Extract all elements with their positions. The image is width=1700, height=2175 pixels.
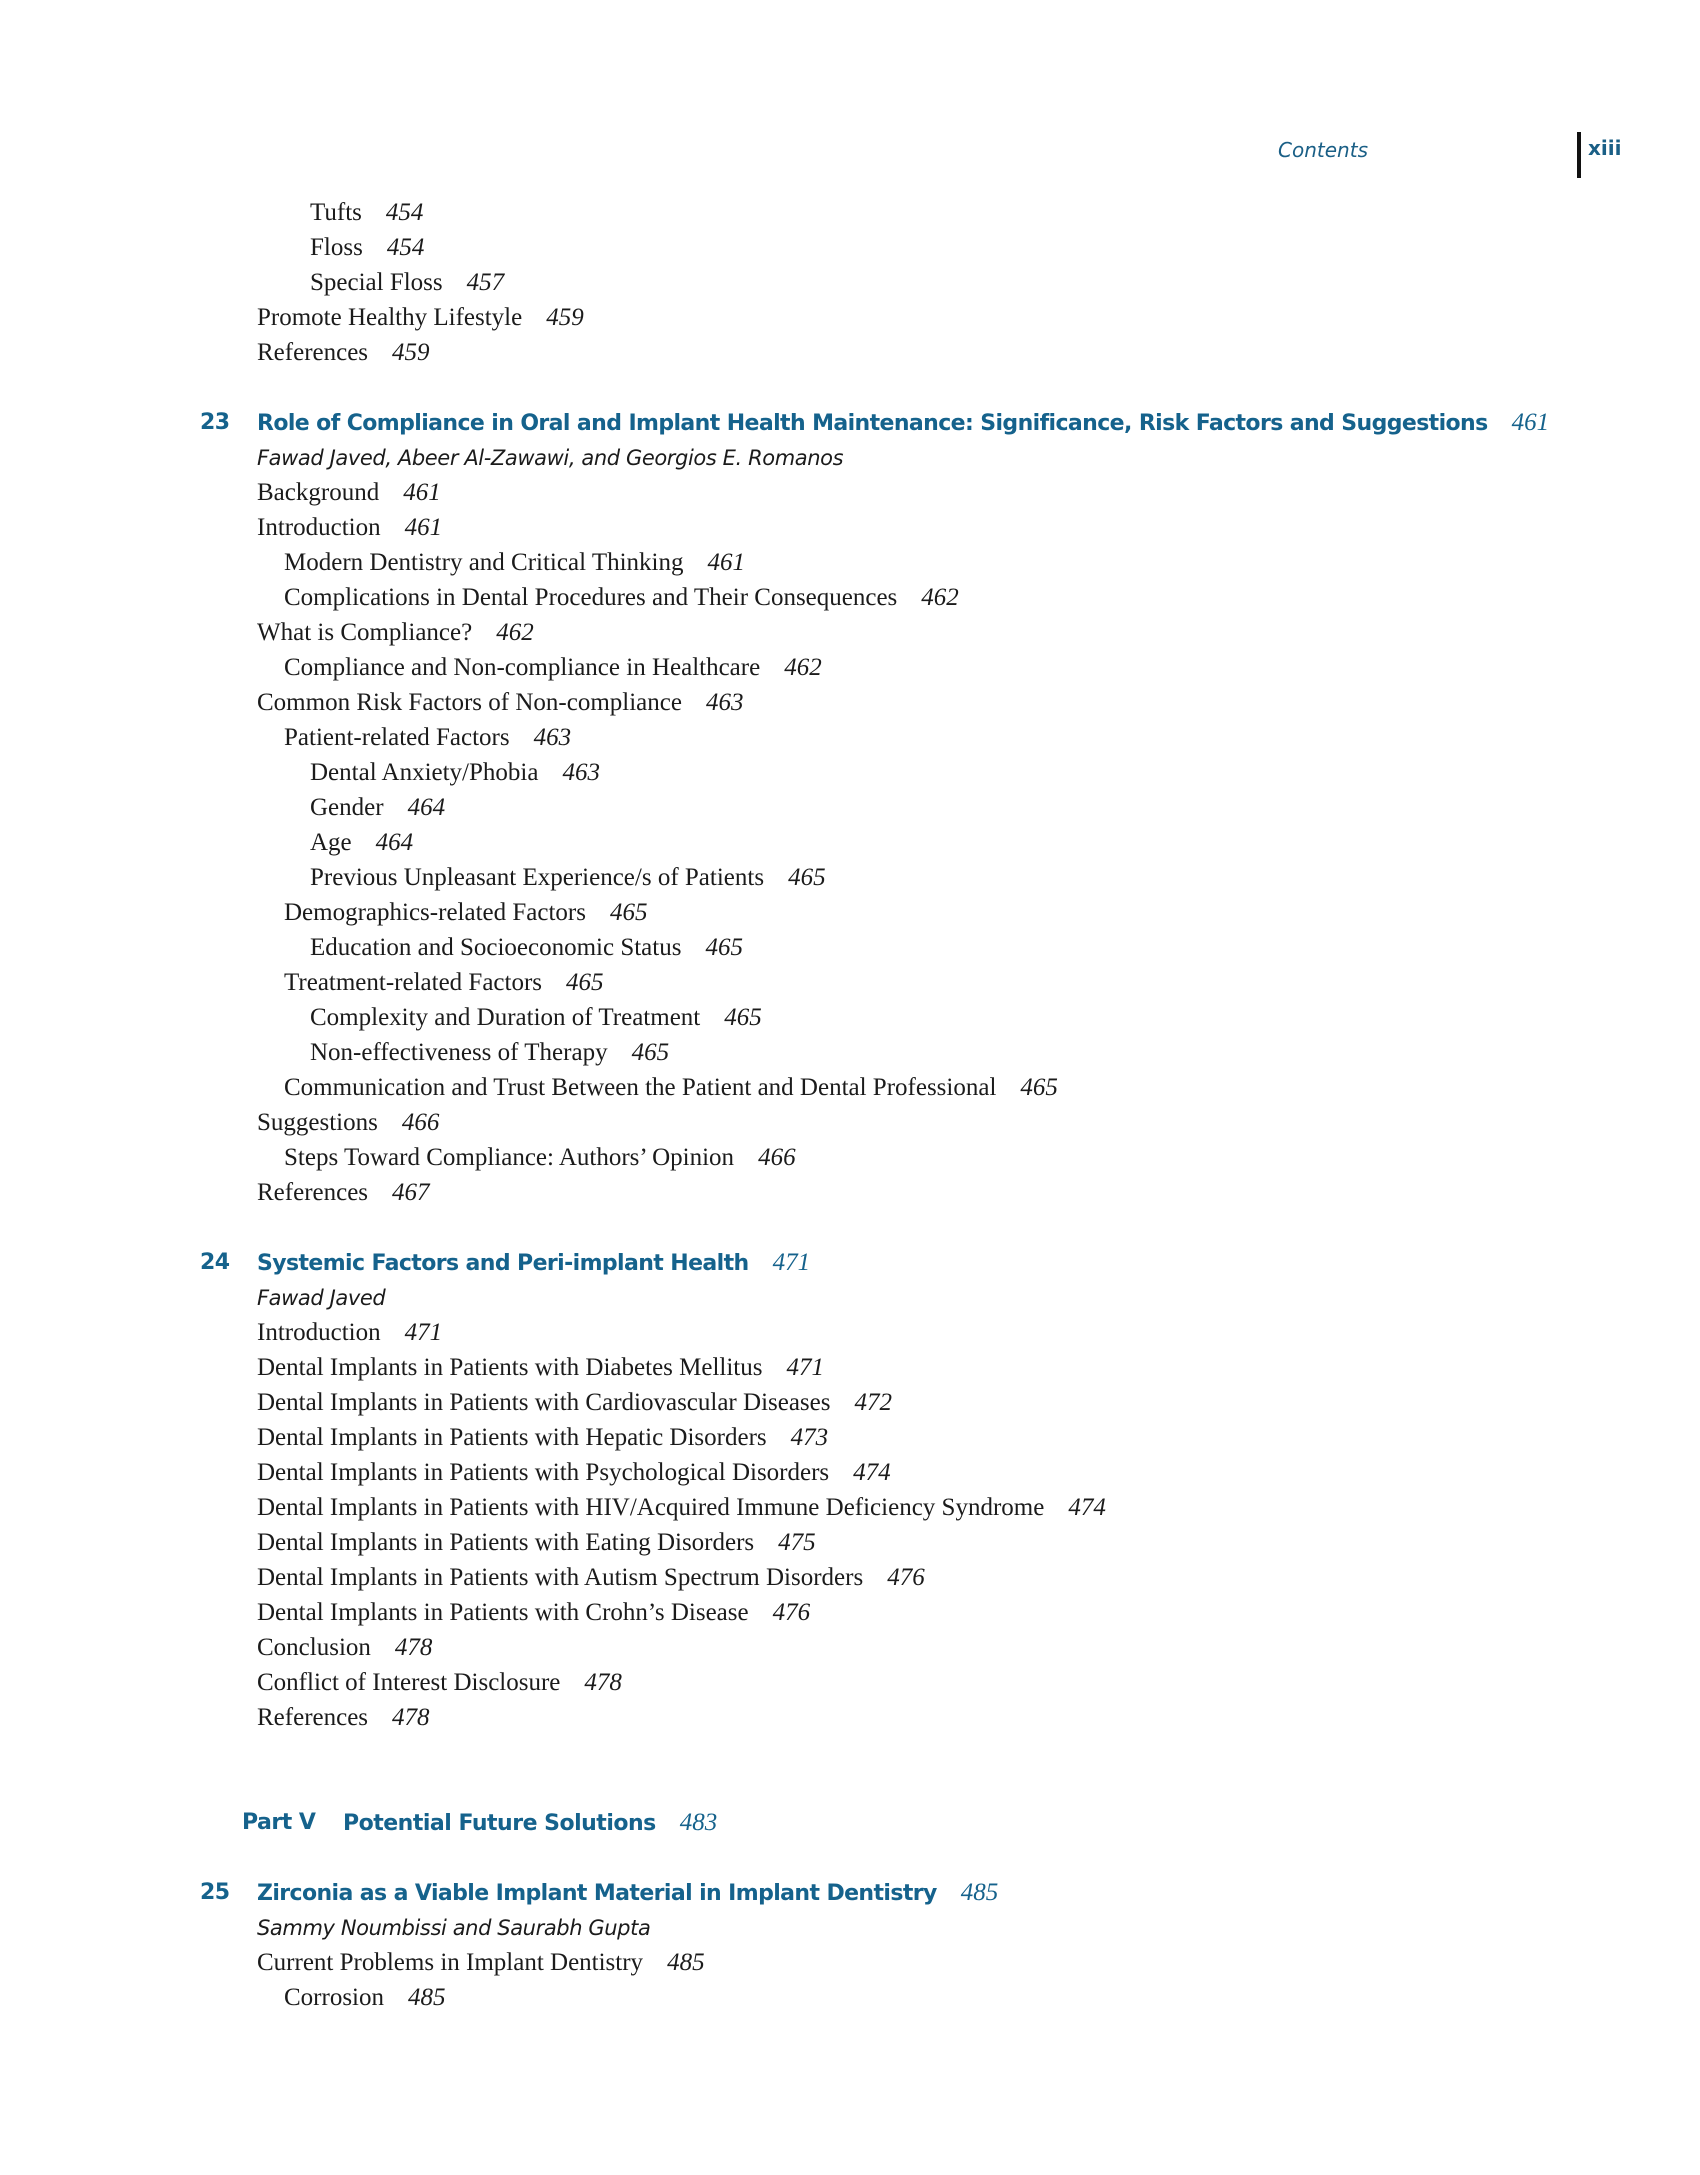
toc-entry[interactable] <box>284 1073 1058 1103</box>
toc-entry[interactable] <box>257 303 584 333</box>
toc-entry-page: 475 <box>778 1529 816 1556</box>
toc-entry-title: Treatment-related Factors <box>284 969 543 996</box>
toc-entry-page: 471 <box>404 1319 443 1346</box>
chapter-title-text: Systemic Factors and Peri-implant Health <box>257 1251 749 1276</box>
toc-entry[interactable] <box>284 968 604 998</box>
part-page: 483 <box>679 1809 718 1836</box>
toc-entry[interactable] <box>310 863 826 893</box>
toc-entry-title: Tufts <box>310 199 362 226</box>
toc-entry[interactable] <box>257 1633 432 1663</box>
toc-entry-page: 465 <box>631 1039 670 1066</box>
toc-entry-title: Gender <box>310 794 384 821</box>
toc-entry[interactable] <box>284 1143 796 1173</box>
toc-entry[interactable] <box>284 898 647 928</box>
toc-entry-title: Promote Healthy Lifestyle <box>257 304 523 331</box>
toc-entry[interactable] <box>257 1598 810 1628</box>
toc-entry-title: Previous Unpleasant Experience/s of Patients <box>310 864 765 891</box>
chapter-title[interactable] <box>257 408 1549 439</box>
toc-entry-title: Demographics-related Factors <box>284 899 586 926</box>
chapter-authors: Fawad Javed <box>257 1286 386 1310</box>
toc-entry-page: 457 <box>466 269 505 296</box>
toc-entry-page: 474 <box>1068 1494 1106 1521</box>
toc-entry-title: Common Risk Factors of Non-compliance <box>257 689 682 716</box>
chapter-number: 25 <box>200 1880 230 1905</box>
toc-entry[interactable] <box>284 723 571 753</box>
toc-entry-page: 464 <box>375 829 414 856</box>
toc-entry-page: 485 <box>667 1949 705 1976</box>
toc-entry-title: Complications in Dental Procedures and Their Consequences <box>284 584 898 611</box>
toc-entry[interactable] <box>257 1668 622 1698</box>
toc-entry-title: Non-effectiveness of Therapy <box>310 1039 608 1066</box>
toc-entry-page: 476 <box>887 1564 925 1591</box>
toc-entry[interactable] <box>257 1703 430 1733</box>
toc-entry-page: 464 <box>407 794 446 821</box>
toc-entry-page: 461 <box>707 549 745 576</box>
chapter-title-text: Role of Compliance in Oral and Implant Health Maintenance: Significance, Risk Factors and Suggestions <box>257 411 1488 436</box>
chapter-title[interactable] <box>257 1878 998 1909</box>
toc-entry-page: 467 <box>392 1179 430 1206</box>
toc-entry[interactable] <box>257 1108 439 1138</box>
toc-entry-title: Dental Implants in Patients with Psychological Disorders <box>257 1459 830 1486</box>
toc-entry-page: 473 <box>790 1424 829 1451</box>
toc-entry[interactable] <box>310 758 600 788</box>
toc-entry-page: 462 <box>496 619 534 646</box>
toc-entry[interactable] <box>257 1318 442 1348</box>
toc-entry[interactable] <box>284 653 822 683</box>
toc-entry-page: 472 <box>854 1389 892 1416</box>
toc-entry-page: 463 <box>562 759 600 786</box>
toc-entry[interactable] <box>310 793 445 823</box>
toc-entry-title: Compliance and Non-compliance in Healthcare <box>284 654 761 681</box>
toc-entry-title: Introduction <box>257 514 381 541</box>
toc-entry[interactable] <box>310 233 424 263</box>
toc-entry[interactable] <box>257 1493 1106 1523</box>
toc-entry-page: 485 <box>408 1984 446 2011</box>
toc-entry-page: 462 <box>921 584 959 611</box>
toc-entry-title: References <box>257 1179 369 1206</box>
toc-entry-title: What is Compliance? <box>257 619 473 646</box>
toc-entry[interactable] <box>310 1003 762 1033</box>
toc-entry-title: Dental Implants in Patients with Crohn’s Disease <box>257 1599 749 1626</box>
running-head-divider <box>1577 132 1581 178</box>
toc-entry-page: 463 <box>533 724 572 751</box>
toc-entry-page: 465 <box>1020 1074 1058 1101</box>
part-label: Part V <box>242 1810 316 1835</box>
toc-entry[interactable] <box>257 1528 816 1558</box>
toc-entry-title: Corrosion <box>284 1984 384 2011</box>
toc-entry-page: 465 <box>724 1004 762 1031</box>
toc-entry-page: 471 <box>786 1354 824 1381</box>
toc-entry-page: 465 <box>609 899 648 926</box>
toc-entry[interactable] <box>310 198 423 228</box>
toc-entry-page: 465 <box>705 934 743 961</box>
toc-entry-title: Dental Implants in Patients with Diabetes Mellitus <box>257 1354 763 1381</box>
toc-entry[interactable] <box>257 1458 891 1488</box>
toc-entry-page: 476 <box>772 1599 811 1626</box>
toc-entry-page: 466 <box>401 1109 440 1136</box>
chapter-authors: Fawad Javed, Abeer Al-Zawawi, and Georgios E. Romanos <box>257 446 844 470</box>
toc-entry[interactable] <box>257 1353 824 1383</box>
chapter-number: 24 <box>200 1250 230 1275</box>
toc-entry-title: References <box>257 1704 369 1731</box>
toc-entry-title: Dental Implants in Patients with Autism Spectrum Disorders <box>257 1564 864 1591</box>
part-title[interactable] <box>343 1808 717 1839</box>
toc-entry-title: Special Floss <box>310 269 443 296</box>
toc-entry-title: Conflict of Interest Disclosure <box>257 1669 561 1696</box>
chapter-page: 485 <box>960 1879 999 1906</box>
running-head-page-number: xiii <box>1588 136 1622 160</box>
toc-entry-title: Modern Dentistry and Critical Thinking <box>284 549 684 576</box>
toc-entry-title: Dental Implants in Patients with Eating Disorders <box>257 1529 755 1556</box>
toc-entry-page: 465 <box>788 864 826 891</box>
toc-entry-page: 454 <box>386 234 425 261</box>
toc-entry[interactable] <box>257 338 430 368</box>
toc-entry-title: Background <box>257 479 380 506</box>
toc-entry[interactable] <box>257 1388 892 1418</box>
toc-entry-page: 461 <box>403 479 441 506</box>
toc-entry[interactable] <box>310 933 743 963</box>
toc-entry-title: Dental Implants in Patients with HIV/Acquired Immune Deficiency Syndrome <box>257 1494 1045 1521</box>
toc-entry-page: 474 <box>853 1459 891 1486</box>
toc-entry[interactable] <box>310 1038 669 1068</box>
toc-entry-page: 463 <box>705 689 744 716</box>
toc-entry-title: Patient-related Factors <box>284 724 510 751</box>
toc-entry-title: Complexity and Duration of Treatment <box>310 1004 701 1031</box>
chapter-authors: Sammy Noumbissi and Saurabh Gupta <box>257 1916 651 1940</box>
toc-entry[interactable] <box>257 1563 925 1593</box>
chapter-title-text: Zirconia as a Viable Implant Material in Implant Dentistry <box>257 1881 937 1906</box>
toc-entry-title: Dental Implants in Patients with Cardiovascular Diseases <box>257 1389 831 1416</box>
toc-entry[interactable] <box>284 583 959 613</box>
chapter-page: 461 <box>1511 409 1550 436</box>
toc-entry-title: Introduction <box>257 1319 381 1346</box>
toc-entry-title: Age <box>310 829 352 856</box>
toc-entry-title: Current Problems in Implant Dentistry <box>257 1949 644 1976</box>
toc-entry[interactable] <box>310 268 504 298</box>
toc-entry[interactable] <box>284 1983 446 2013</box>
chapter-number: 23 <box>200 410 230 435</box>
toc-entry-page: 461 <box>404 514 443 541</box>
toc-entry-title: References <box>257 339 369 366</box>
chapter-title[interactable] <box>257 1248 810 1279</box>
toc-entry-title: Education and Socioeconomic Status <box>310 934 682 961</box>
toc-entry[interactable] <box>257 688 743 718</box>
toc-entry[interactable] <box>257 1178 430 1208</box>
toc-entry[interactable] <box>284 548 745 578</box>
toc-entry-title: Suggestions <box>257 1109 378 1136</box>
toc-entry-title: Conclusion <box>257 1634 371 1661</box>
chapter-page: 471 <box>772 1249 811 1276</box>
toc-entry-page: 454 <box>385 199 424 226</box>
toc-entry-title: Dental Anxiety/Phobia <box>310 759 539 786</box>
toc-entry-title: Floss <box>310 234 363 261</box>
toc-entry-page: 478 <box>394 1634 433 1661</box>
toc-entry[interactable] <box>257 513 442 543</box>
toc-entry-title: Dental Implants in Patients with Hepatic Disorders <box>257 1424 767 1451</box>
toc-entry-page: 459 <box>546 304 584 331</box>
toc-entry-page: 478 <box>584 1669 622 1696</box>
running-head-section: Contents <box>1278 138 1368 162</box>
toc-entry-page: 466 <box>758 1144 796 1171</box>
toc-entry-title: Steps Toward Compliance: Authors’ Opinion <box>284 1144 735 1171</box>
toc-entry[interactable] <box>257 1948 705 1978</box>
toc-entry[interactable] <box>257 618 534 648</box>
toc-entry[interactable] <box>257 478 441 508</box>
toc-entry-page: 465 <box>566 969 604 996</box>
toc-entry-page: 459 <box>392 339 430 366</box>
toc-entry-title: Communication and Trust Between the Patient and Dental Professional <box>284 1074 997 1101</box>
toc-entry-page: 478 <box>392 1704 430 1731</box>
toc-entry[interactable] <box>310 828 413 858</box>
toc-entry-page: 462 <box>784 654 822 681</box>
toc-entry[interactable] <box>257 1423 828 1453</box>
part-title-text: Potential Future Solutions <box>343 1811 656 1836</box>
